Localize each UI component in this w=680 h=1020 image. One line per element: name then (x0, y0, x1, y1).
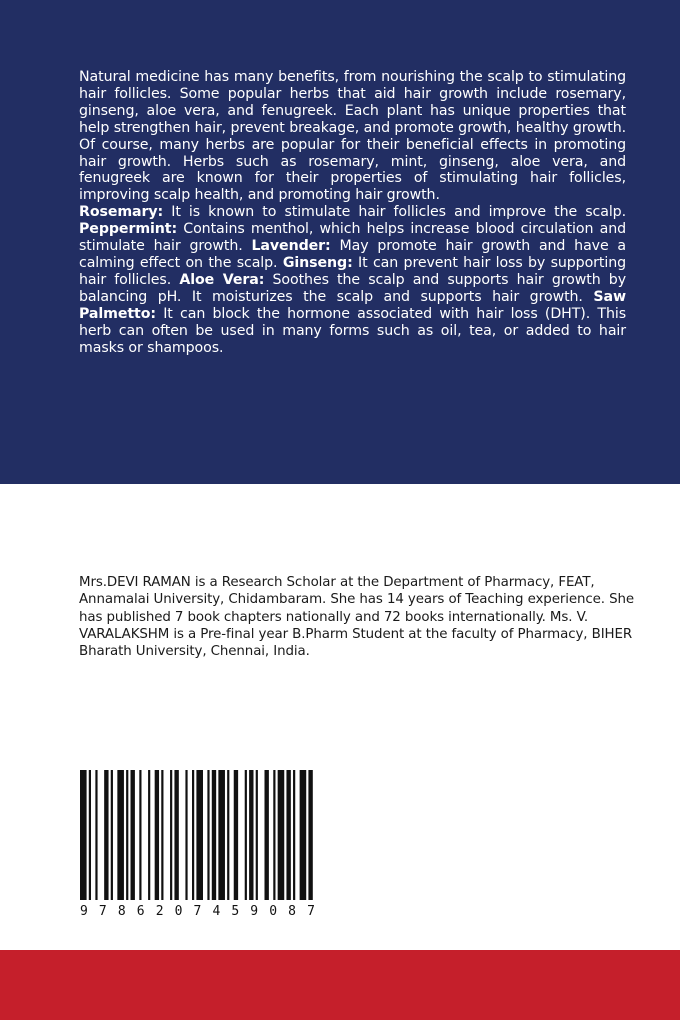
barcode-digit: 9 (80, 904, 88, 919)
barcode-bar (174, 770, 178, 900)
barcode-digit: 0 (269, 904, 278, 919)
herb-text-aloe-vera: Soothes the scalp and supports hair growth by balancing pH. It moisturizes the scalp and supports hair growth. (79, 271, 626, 305)
herb-text-rosemary: It is known to stimulate hair follicles and improve the scalp. (163, 204, 626, 221)
barcode-digit: 7 (98, 904, 107, 919)
barcode-digit: 4 (212, 904, 221, 919)
herb-text-ginseng: It can prevent hair loss by supporting hair follicles. (79, 254, 626, 288)
barcode-bar (155, 770, 159, 900)
barcode-bar (95, 770, 97, 900)
blurb-text (79, 69, 626, 356)
barcode-bar (80, 770, 87, 900)
isbn-barcode (80, 770, 315, 920)
bottom-color-band (0, 950, 680, 1020)
barcode-bar (104, 770, 108, 900)
barcode-bar (126, 770, 128, 900)
barcode-bar (139, 770, 141, 900)
herb-name-ginseng: Ginseng: (282, 254, 353, 271)
author-bio: Mrs.DEVI RAMAN is a Research Scholar at the Department of Pharmacy, FEAT, Annamalai University, Chidambaram. She has 14 years of Teaching experience. She has published 7 book chapters nationally and 72 books internationally. Ms. V. VARALAKSHM is a Pre-final year B.Pharm Student at the faculty of Pharmacy, BIHER Bharath University, Chennai, India. (79, 575, 635, 660)
herb-text-peppermint: Contains menthol, which helps increase blood circulation and stimulate hair growth. (79, 221, 626, 255)
barcode-bar (192, 770, 194, 900)
barcode-bar (249, 770, 253, 900)
herb-text-lavender: May promote hair growth and have a calming effect on the scalp. (79, 238, 627, 271)
barcode-bar (196, 770, 203, 900)
barcode-bar (212, 770, 216, 900)
barcode-bar (117, 770, 124, 900)
barcode-bars (80, 770, 315, 910)
barcode-bar (131, 770, 135, 900)
barcode-bar (286, 770, 290, 900)
barcode-bar (234, 770, 238, 900)
herb-name-lavender: Lavender: (251, 238, 331, 255)
barcode-bar (273, 770, 275, 900)
barcode-bar (227, 770, 229, 900)
barcode-digit: 8 (117, 904, 126, 919)
barcode-bar (256, 770, 258, 900)
barcode-digits (80, 904, 315, 919)
herb-name-rosemary: Rosemary: (79, 204, 164, 221)
barcode-digit: 8 (288, 904, 296, 919)
back-cover-blurb-panel (0, 0, 680, 484)
barcode-bar (170, 770, 172, 900)
herb-text-saw-palmetto: It can block the hormone associated with hair loss (DHT). This herb can often be used in many forms such as oil, tea, or added to hair masks or shampoos. (79, 305, 626, 356)
barcode-bar (161, 770, 163, 900)
barcode-bar (207, 770, 209, 900)
barcode-digit: 9 (250, 904, 259, 919)
herb-name-saw-palmetto: Saw Palmetto: (79, 288, 626, 322)
barcode-bar (293, 770, 295, 900)
barcode-bar (245, 770, 247, 900)
barcode-bar (264, 770, 268, 900)
barcode-bar (89, 770, 91, 900)
barcode-digit: 7 (193, 904, 202, 919)
herb-name-peppermint: Peppermint: (79, 221, 178, 238)
barcode-digit: 0 (174, 904, 183, 919)
barcode-bar (185, 770, 187, 900)
herb-name-aloe-vera: Aloe Vera: (179, 271, 265, 288)
blurb-intro: Natural medicine has many benefits, from nourishing the scalp to stimulating hair follicles. Some popular herbs that aid hair growth include rosemary, ginseng, aloe vera, and fenugreek. Each plant has unique properties that help strengthen hair, prevent breakage, and promote growth, healthy growth. Of course, many herbs are popular for their beneficial effects in promoting hair growth. Herbs such as rosemary, mint, ginseng, aloe vera, and fenugreek are known for their properties of stimulating hair follicles, improving scalp health, and promoting hair growth. (79, 69, 626, 204)
barcode-bar (111, 770, 113, 900)
barcode-bar (278, 770, 285, 900)
barcode-digit: 6 (136, 904, 145, 919)
barcode-bar (300, 770, 307, 900)
barcode-digit: 7 (307, 904, 315, 919)
herb-list (79, 204, 626, 356)
barcode-bar (148, 770, 150, 900)
barcode-bar (218, 770, 225, 900)
barcode-digit: 2 (155, 904, 164, 919)
barcode-digit: 5 (231, 904, 240, 919)
barcode-bar (308, 770, 312, 900)
